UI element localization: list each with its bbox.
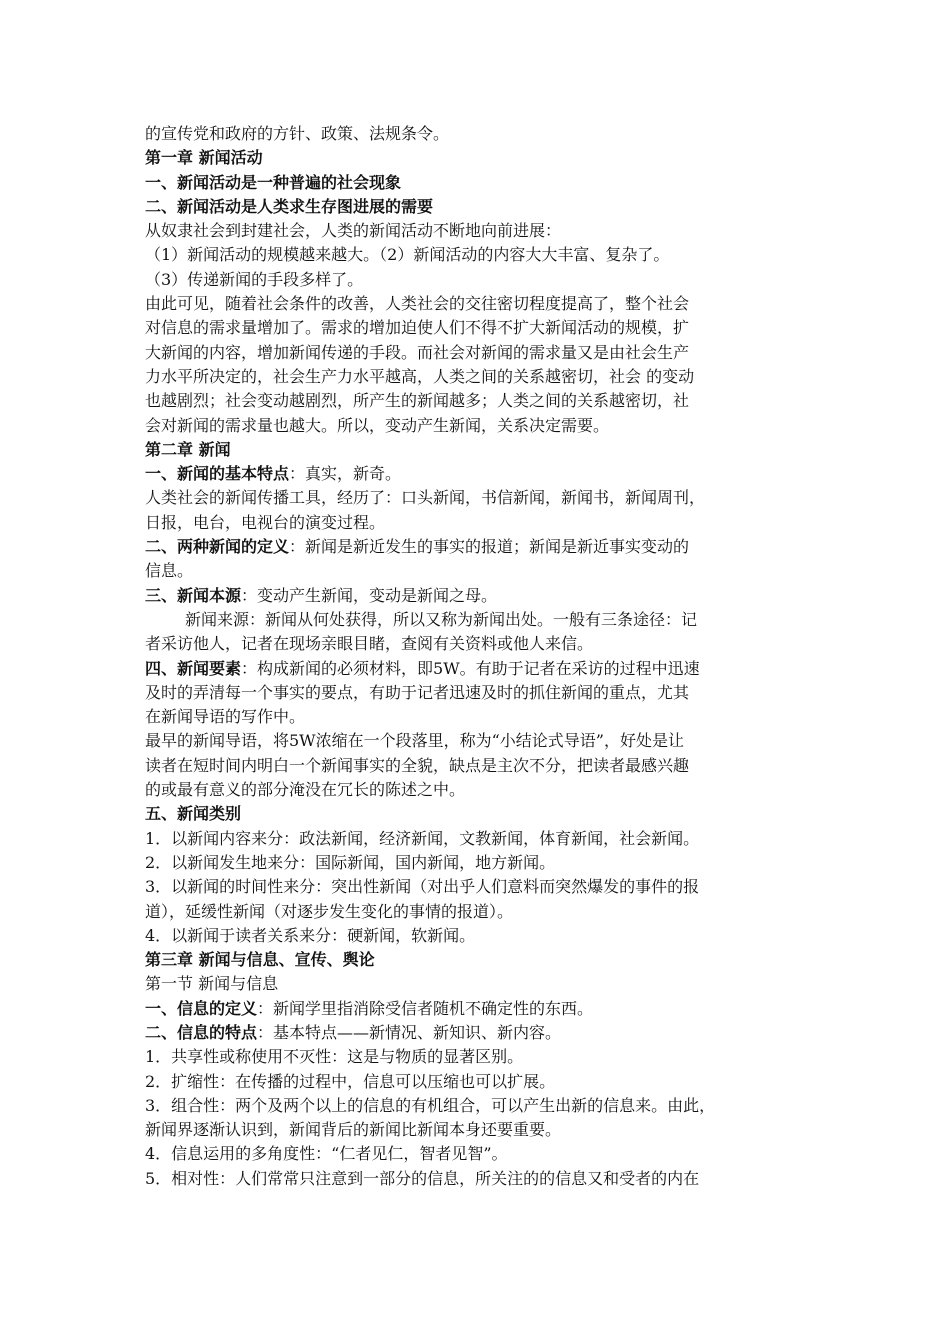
line-text: 的宣传党和政府的方针、政策、法规条令。	[145, 124, 450, 143]
heading-line	[145, 948, 815, 972]
line-text: 第一节 新闻与信息	[145, 974, 279, 994]
heading-line	[145, 195, 815, 219]
text-line	[145, 681, 815, 705]
bold-term: 二、新闻活动是人类求生存图进展的需要	[145, 196, 434, 216]
text-line	[145, 924, 815, 948]
text-line	[145, 1021, 815, 1045]
line-text: ：新闻是新近发生的事实的报道；新闻是新近事实变动的	[289, 537, 690, 557]
text-line	[145, 414, 815, 438]
text-line	[145, 462, 815, 486]
line-text: 3．组合性：两个及两个以上的信息的有机组合，可以产生出新的信息来。由此，	[145, 1095, 716, 1115]
bold-term: 第一章 新闻活动	[145, 148, 263, 168]
text-line	[145, 122, 815, 146]
line-text: ：真实，新奇。	[289, 464, 402, 484]
text-line	[145, 511, 815, 535]
line-text: 1．共享性或称使用不灭性：这是与物质的显著区别。	[145, 1047, 524, 1067]
line-text: 也越剧烈；社会变动越剧烈，所产生的新闻越多；人类之间的关系越密切，社	[145, 391, 690, 411]
text-line	[145, 389, 815, 413]
heading-line	[145, 438, 815, 462]
text-line	[145, 827, 815, 851]
line-text: 从奴隶社会到封建社会，人类的新闻活动不断地向前进展：	[145, 221, 562, 241]
line-text: 1．以新闻内容来分：政法新闻，经济新闻，文教新闻，体育新闻，社会新闻。	[145, 828, 700, 848]
text-line	[145, 535, 815, 559]
bold-term: 五、新闻类别	[145, 804, 242, 824]
line-text: ：新闻学里指消除受信者随机不确定性的东西。	[257, 998, 594, 1018]
text-line	[145, 729, 815, 753]
text-line	[145, 1167, 815, 1191]
text-line	[145, 657, 815, 681]
line-text: 日报，电台，电视台的演变过程。	[145, 512, 386, 532]
line-text: 新闻界逐渐认识到，新闻背后的新闻比新闻本身还要重要。	[145, 1120, 562, 1140]
bold-term: 二、信息的特点	[145, 1022, 258, 1042]
line-text: 大新闻的内容，增加新闻传递的手段。而社会对新闻的需求量又是由社会生产	[145, 342, 690, 362]
text-line	[145, 268, 815, 292]
line-text: 新闻来源：新闻从何处获得，所以又称为新闻出处。一般有三条途径：记	[185, 609, 698, 629]
line-text: （1）新闻活动的规模越来越大。（2）新闻活动的内容大大丰富、复杂了。	[145, 245, 670, 265]
text-line	[145, 316, 815, 340]
bold-term: 四、新闻要素	[145, 658, 242, 678]
line-text: ：变动产生新闻，变动是新闻之母。	[241, 585, 498, 605]
line-text: 会对新闻的需求量也越大。所以，变动产生新闻，关系决定需要。	[145, 415, 610, 435]
line-text: 3．以新闻的时间性来分：突出性新闻（对出乎人们意料而突然爆发的事件的报	[145, 877, 700, 897]
line-text: 对信息的需求量增加了。需求的增加迫使人们不得不扩大新闻活动的规模，扩	[145, 318, 690, 338]
text-line	[145, 997, 815, 1021]
line-text: ：构成新闻的必须材料，即5W。有助于记者在采访的过程中迅速	[241, 658, 700, 678]
line-text: 4．信息运用的多角度性：“仁者见仁，智者见智”。	[145, 1144, 508, 1164]
bold-term: 三、新闻本源	[145, 585, 242, 605]
line-text: 道），延缓性新闻（对逐步发生变化的事情的报道）。	[145, 901, 514, 921]
text-line	[145, 972, 815, 996]
line-text: 及时的弄清每一个事实的要点，有助于记者迅速及时的抓住新闻的重点，尤其	[145, 682, 690, 702]
text-line	[145, 608, 815, 632]
text-line	[145, 486, 815, 510]
text-line	[145, 292, 815, 316]
bold-term: 第二章 新闻	[145, 439, 231, 459]
line-text: 4．以新闻于读者关系来分：硬新闻，软新闻。	[145, 925, 476, 945]
line-text: 人类社会的新闻传播工具，经历了：口头新闻，书信新闻，新闻书，新闻周刊，	[145, 488, 706, 508]
text-line	[145, 875, 815, 899]
text-line	[145, 1142, 815, 1166]
text-line	[145, 219, 815, 243]
text-line	[145, 1118, 815, 1142]
bold-term: 一、新闻的基本特点	[145, 464, 290, 484]
line-text: 2．以新闻发生地来分：国际新闻，国内新闻，地方新闻。	[145, 852, 556, 872]
line-text: 信息。	[145, 561, 194, 581]
text-line	[145, 584, 815, 608]
line-text: 由此可见，随着社会条件的改善，人类社会的交往密切程度提高了，整个社会	[145, 294, 690, 314]
text-line	[145, 559, 815, 583]
line-text: （3）传递新闻的手段多样了。	[145, 269, 364, 289]
heading-line	[145, 171, 815, 195]
line-text: 的或最有意义的部分淹没在冗长的陈述之中。	[145, 780, 466, 800]
text-line	[145, 778, 815, 802]
line-text: 5．相对性：人们常常只注意到一部分的信息，所关注的的信息又和受者的内在	[145, 1168, 700, 1188]
line-text: 在新闻导语的写作中。	[145, 707, 306, 727]
line-text: 者采访他人，记者在现场亲眼目睹，查阅有关资料或他人来信。	[145, 634, 594, 654]
text-line	[145, 705, 815, 729]
text-line	[145, 851, 815, 875]
text-line	[145, 1094, 815, 1118]
text-line	[145, 900, 815, 924]
bold-term: 第三章 新闻与信息、宣传、舆论	[145, 950, 375, 970]
text-line	[145, 341, 815, 365]
line-text: 力水平所决定的，社会生产力水平越高，人类之间的关系越密切，社会 的变动	[145, 366, 695, 386]
bold-term: 一、新闻活动是一种普遍的社会现象	[145, 172, 402, 192]
line-text: 最早的新闻导语，将5W浓缩在一个段落里，称为“小结论式导语”，好处是让	[145, 731, 684, 751]
line-text: 2．扩缩性：在传播的过程中，信息可以压缩也可以扩展。	[145, 1071, 556, 1091]
line-text: ：基本特点——新情况、新知识、新内容。	[257, 1022, 562, 1042]
text-line	[145, 365, 815, 389]
heading-line	[145, 146, 815, 170]
text-line	[145, 632, 815, 656]
bold-term: 一、信息的定义	[145, 998, 258, 1018]
text-line	[145, 754, 815, 778]
text-line	[145, 243, 815, 267]
text-line	[145, 1070, 815, 1094]
heading-line	[145, 802, 815, 826]
line-text: 读者在短时间内明白一个新闻事实的全貌，缺点是主次不分，把读者最感兴趣	[145, 755, 690, 775]
bold-term: 二、两种新闻的定义	[145, 537, 290, 557]
text-line	[145, 1045, 815, 1069]
document-page	[145, 122, 815, 1191]
